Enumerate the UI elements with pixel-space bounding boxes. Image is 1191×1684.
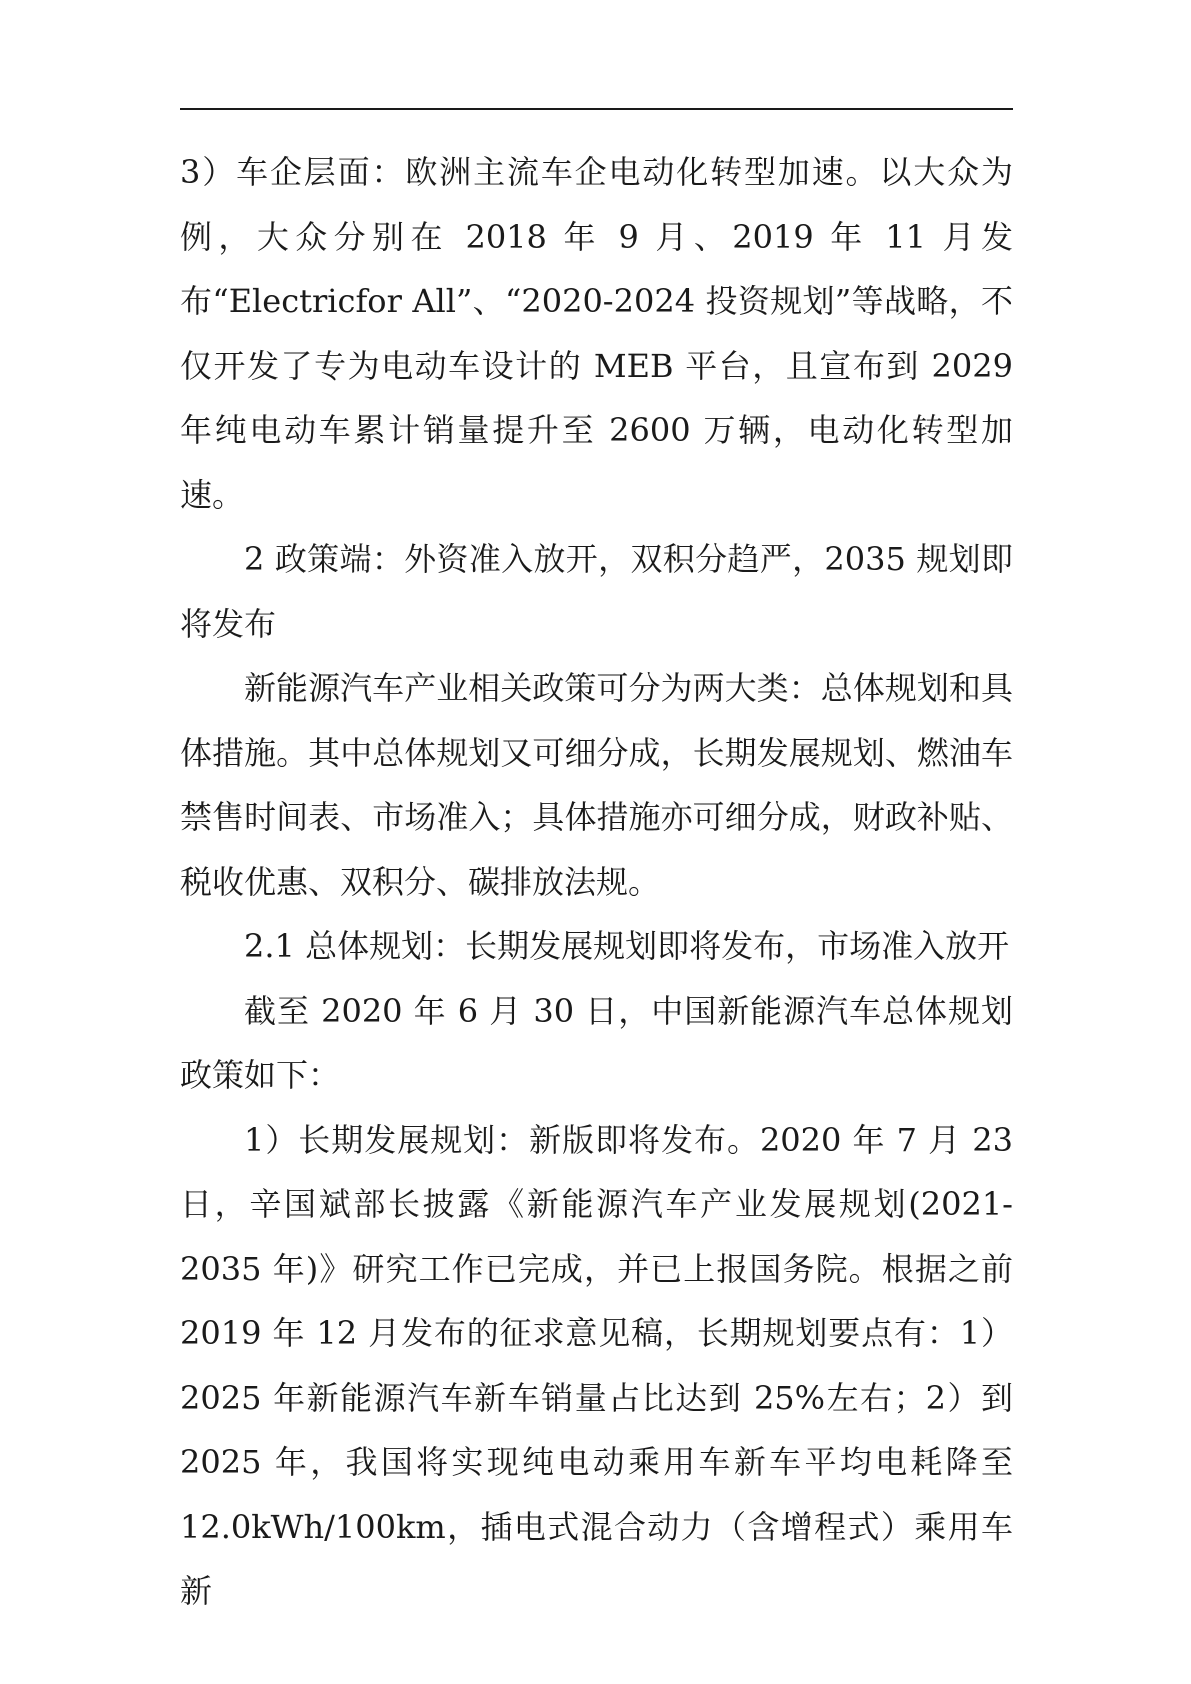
paragraph-long-term-plan: 1）长期发展规划：新版即将发布。2020 年 7 月 23 日，辛国斌部长披露《新能源汽车产业发展规划(2021-2035 年)》研究工作已完成，并已上报国务院。根据之前 2019 年 12 月发布的征求意见稿，长期规划要点有：1）2025 年新能源汽车新车销量占比达到 25%左右；2）到 2025 年，我国将实现纯电动乘用车新车平均电耗降至 12.0kWh/100km，插电式混合动力（含增程式）乘用车新 <box>180 1120 1013 1610</box>
paragraph-automaker-level: 3）车企层面：欧洲主流车企电动化转型加速。以大众为例，大众分别在 2018 年 9 月、2019 年 11 月发布“Electricfor All”、“2020-2024 投资规划”等战略，不仅开发了专为电动车设计的 MEB 平台，且宣布到 2029 年纯电动车累计销量提升至 2600 万辆，电动化转型加速。 <box>180 153 1013 514</box>
paragraph-overall-planning-intro: 截至 2020 年 6 月 30 日，中国新能源汽车总体规划政策如下： <box>180 991 1013 1094</box>
document-body <box>180 140 1013 1624</box>
header-rule <box>180 108 1013 110</box>
heading-policy-side: 2 政策端：外资准入放开，双积分趋严，2035 规划即将发布 <box>180 540 1013 643</box>
heading-overall-planning: 2.1 总体规划：长期发展规划即将发布，市场准入放开 <box>244 927 1010 965</box>
paragraph-policy-categories: 新能源汽车产业相关政策可分为两大类：总体规划和具体措施。其中总体规划又可细分成，长期发展规划、燃油车禁售时间表、市场准入；具体措施亦可细分成，财政补贴、税收优惠、双积分、碳排放法规。 <box>180 669 1013 901</box>
